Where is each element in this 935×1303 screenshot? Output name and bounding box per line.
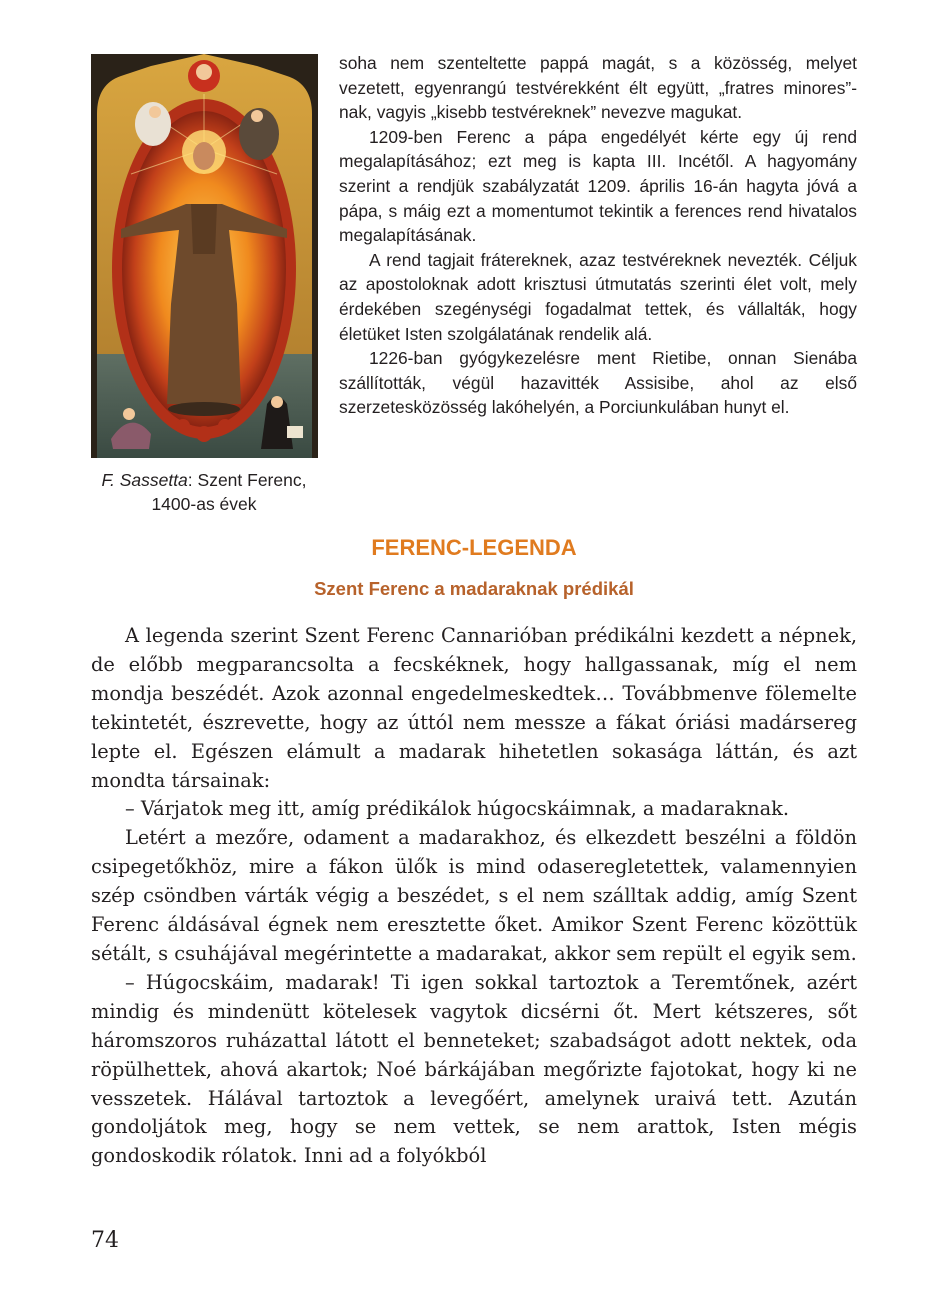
legend-paragraph: A legenda szerint Szent Ferenc Cannarióban prédikálni kezdett a népnek, de előbb megparancsolta a fecskéknek, hogy hallgassanak, míg el nem mondja beszédét. Azok azonnal engedelmeskedtek… Továbbmenve fölemelte tekintetét, észrevette, hogy az úttól nem messze a fákat óriási madársereg lepte el. Egészen elámult a madarak hihetetlen sokasága láttán, és azt mondta társainak:: [91, 624, 857, 792]
legend-paragraph: – Várjatok meg itt, amíg prédikálok húgocskáimnak, a madaraknak.: [125, 797, 790, 821]
intro-paragraph: 1209-ben Ferenc a pápa engedélyét kérte egy új rend megalapításához; ezt meg is kapta III. Incétől. A hagyomány szerint a rendjük szabályzatát 1209. április 16-án hagyta jóvá a pápa, s máig ezt a momentumot tekintik a ferences rend hivatalos megalapításának.: [339, 126, 857, 246]
legend-paragraph: Letért a mezőre, odament a madarakhoz, és elkezdett beszélni a földön csipegetőkhöz, mire a fákon ülők is mind odaseregletettek, valamennyien szép csöndben várták végig a beszédet, s el nem szálltak addig, amíg Szent Ferenc áldásával égnek nem eresztette őket. Amikor Szent Ferenc közöttük sétált, s csuhájával megérintette a madarakat, akkor sem repült el egyik sem.: [91, 826, 857, 965]
section-title: FERENC-LEGENDA: [371, 535, 577, 560]
legend-text: [91, 622, 857, 1171]
caption-author: F. Sassetta: [101, 470, 188, 490]
figure-caption: [96, 468, 312, 516]
intro-paragraph: A rend tagjait frátereknek, azaz testvéreknek nevezték. Céljuk az apostoloknak adott krisztusi útmutatás szerinti élet volt, mely érdekében szegénységi fogadalmat tettek, és vállalták, hogy életüket Isten szolgálatának rendelik alá.: [339, 249, 857, 344]
legend-paragraph: – Húgocskáim, madarak! Ti igen sokkal tartoztok a Teremtőnek, azért mindig és mindenütt kötelesek vagytok dicsérni őt. Mert kétszeres, sőt háromszoros ruházattal látott el benneteket; szabadságot adott nektek, oda röpülhettek, ahová akartok; Noé bárkájában megőrizte fajotokat, hogy ki ne vesszetek. Hálával tartoztok a levegőért, amelynek uraivá tett. Azután gondoljátok meg, hogy se nem vettek, se nem arattok, Isten mégis gondoskodik rólatok. Inni ad a folyókból: [91, 970, 857, 1168]
intro-paragraph: soha nem szenteltette pappá magát, s a közösség, melyet vezetett, egyenrangú testvérekként élt együtt, „fratres minores”-nak, vagyis „kisebb testvéreknek” nevezve magukat.: [339, 53, 857, 123]
saint-francis-painting: [91, 54, 318, 458]
subsection-title: Szent Ferenc a madaraknak prédikál: [314, 578, 634, 599]
intro-paragraph: 1226-ban gyógykezelésre ment Rietibe, onnan Sienába szállították, végül hazavitték Assisibe, ahol az első szerzetesközösség lakóhelyén, a Porciunkulában hunyt el.: [339, 348, 857, 418]
caption-text: : Szent Ferenc, 1400-as évek: [151, 470, 307, 514]
page-number: 74: [91, 1228, 119, 1253]
intro-text-column: [339, 51, 857, 420]
